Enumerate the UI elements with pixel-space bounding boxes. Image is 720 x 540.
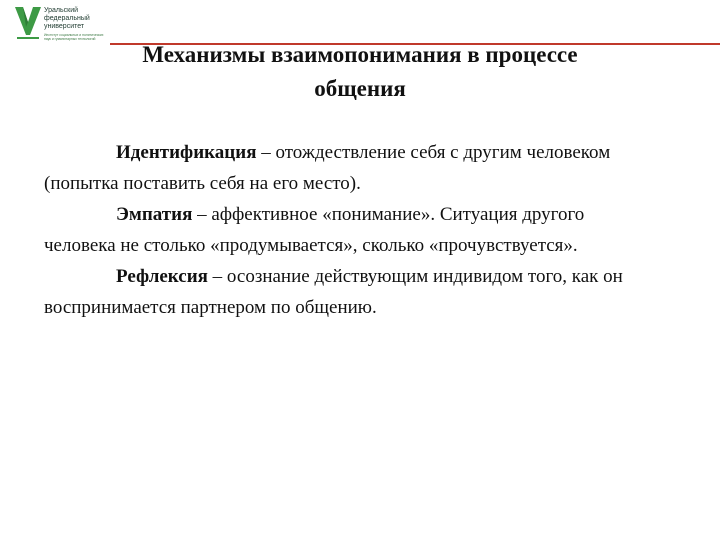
logo-line-3: университет — [44, 23, 85, 30]
term-empathy: Эмпатия — [116, 204, 193, 225]
urfu-logo-icon — [14, 5, 42, 41]
logo-line-2: федеральный — [44, 15, 90, 22]
term-reflection: Рефлексия — [116, 266, 208, 287]
logo-sub-line-2: наук и гуманитарных технологий — [44, 37, 96, 41]
definition-identification: – отождествление себя с другим человеком (попытка поставить себя на его место). — [44, 142, 611, 194]
paragraph-empathy — [44, 199, 644, 261]
term-identification: Идентификация — [116, 142, 257, 163]
definition-reflection: – осознание действующим индивидом того, как он воспринимается партнером по общению. — [44, 266, 623, 318]
slide-title — [60, 38, 660, 106]
definition-empathy: – аффективное «понимание». Ситуация другого человека не столько «продумывается», сколько «прочувствуется». — [44, 204, 585, 256]
slide-title-line-2: общения — [314, 76, 406, 101]
logo-sub-line-1: Институт социальных и политических — [44, 33, 104, 37]
logo-wordmark — [44, 7, 90, 31]
slide-body — [44, 137, 644, 323]
paragraph-identification — [44, 137, 644, 199]
slide-title-line-1: Механизмы взаимопонимания в процессе — [142, 42, 578, 67]
paragraph-reflection — [44, 261, 644, 323]
logo-line-1: Уральский — [44, 7, 79, 14]
